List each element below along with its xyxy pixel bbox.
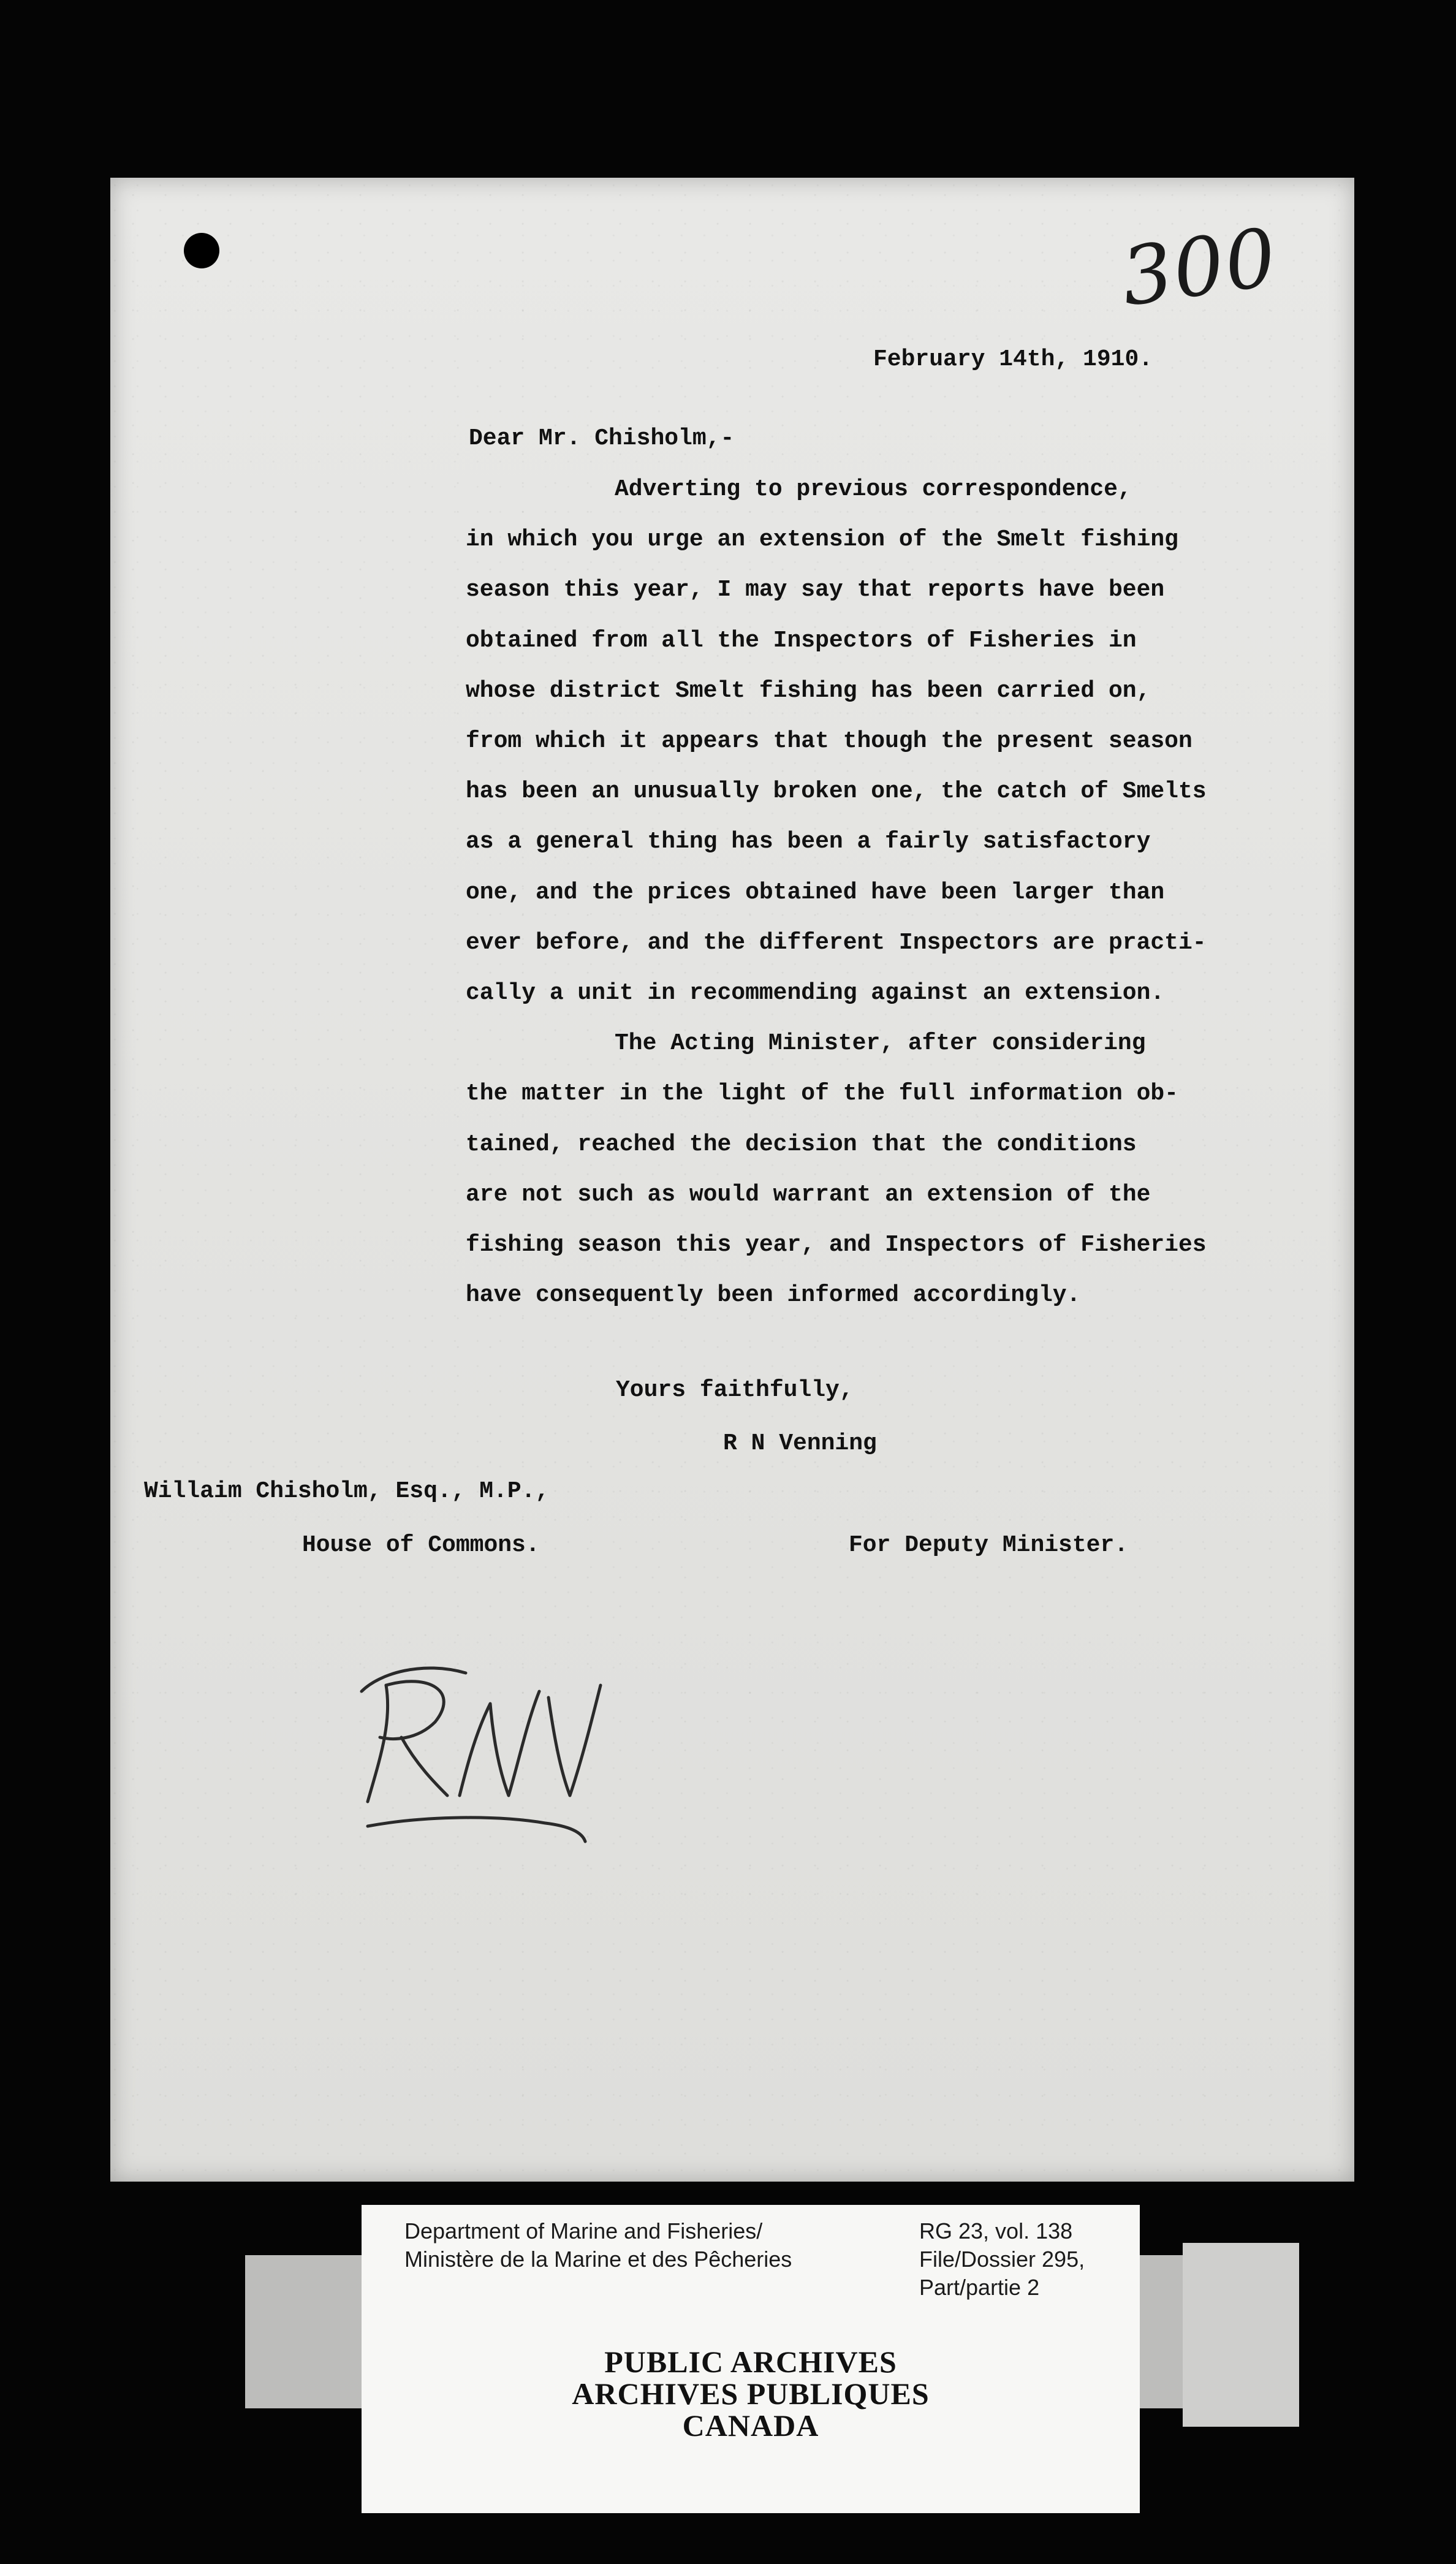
reference-part: Part/partie 2 (919, 2275, 1040, 2300)
stamp-line-en: PUBLIC ARCHIVES (604, 2345, 897, 2379)
body-line: the matter in the light of the full information ob- (466, 1080, 1178, 1107)
folio-number: 300 (1115, 210, 1283, 324)
department-line-en: Department of Marine and Fisheries/ (404, 2218, 763, 2244)
reference-file: File/Dossier 295, (919, 2247, 1085, 2272)
recipient-name: Willaim Chisholm, Esq., M.P., (144, 1478, 550, 1504)
mount-backing-right (1183, 2243, 1299, 2427)
recipient-address: House of Commons. (302, 1532, 540, 1558)
body-line: have consequently been informed accordingly. (466, 1282, 1081, 1308)
handwritten-initials (343, 1648, 662, 1845)
signer-title: For Deputy Minister. (849, 1532, 1129, 1558)
letter-date: February 14th, 1910. (873, 346, 1153, 373)
body-line: in which you urge an extension of the Smelt fishing (466, 526, 1178, 553)
body-line: one, and the prices obtained have been larger than (466, 879, 1165, 906)
archive-reference (919, 2217, 1085, 2302)
salutation: Dear Mr. Chisholm,- (469, 425, 735, 452)
label-bottom-strip (362, 2485, 1140, 2513)
closing: Yours faithfully, (616, 1377, 854, 1403)
archives-stamp (362, 2332, 1140, 2485)
archive-reference-card (362, 2205, 1140, 2334)
punch-hole (184, 233, 219, 268)
stamp-line-fr: ARCHIVES PUBLIQUES (572, 2376, 930, 2411)
body-line: cally a unit in recommending against an extension. (466, 980, 1165, 1006)
body-line: tained, reached the decision that the conditions (466, 1131, 1137, 1158)
body-line: from which it appears that though the present season (466, 728, 1192, 754)
department-name (404, 2217, 792, 2274)
body-line: ever before, and the different Inspectors are practi- (466, 930, 1207, 956)
body-line: as a general thing has been a fairly satisfactory (466, 829, 1151, 855)
body-line: Adverting to previous correspondence, (615, 476, 1132, 503)
department-line-fr: Ministère de la Marine et des Pêcheries (404, 2247, 792, 2272)
signer-name: R N Venning (723, 1430, 877, 1457)
body-line: are not such as would warrant an extension of the (466, 1181, 1151, 1208)
body-line: season this year, I may say that reports have been (466, 577, 1165, 603)
body-line: The Acting Minister, after considering (615, 1030, 1146, 1056)
reference-volume: RG 23, vol. 138 (919, 2218, 1073, 2244)
body-line: obtained from all the Inspectors of Fisheries in (466, 628, 1137, 654)
stamp-line-country: CANADA (682, 2408, 819, 2443)
body-line: whose district Smelt fishing has been carried on, (466, 678, 1151, 704)
body-line: has been an unusually broken one, the catch of Smelts (466, 778, 1207, 805)
letter-page (110, 178, 1354, 2182)
body-line: fishing season this year, and Inspectors of Fisheries (466, 1232, 1207, 1258)
